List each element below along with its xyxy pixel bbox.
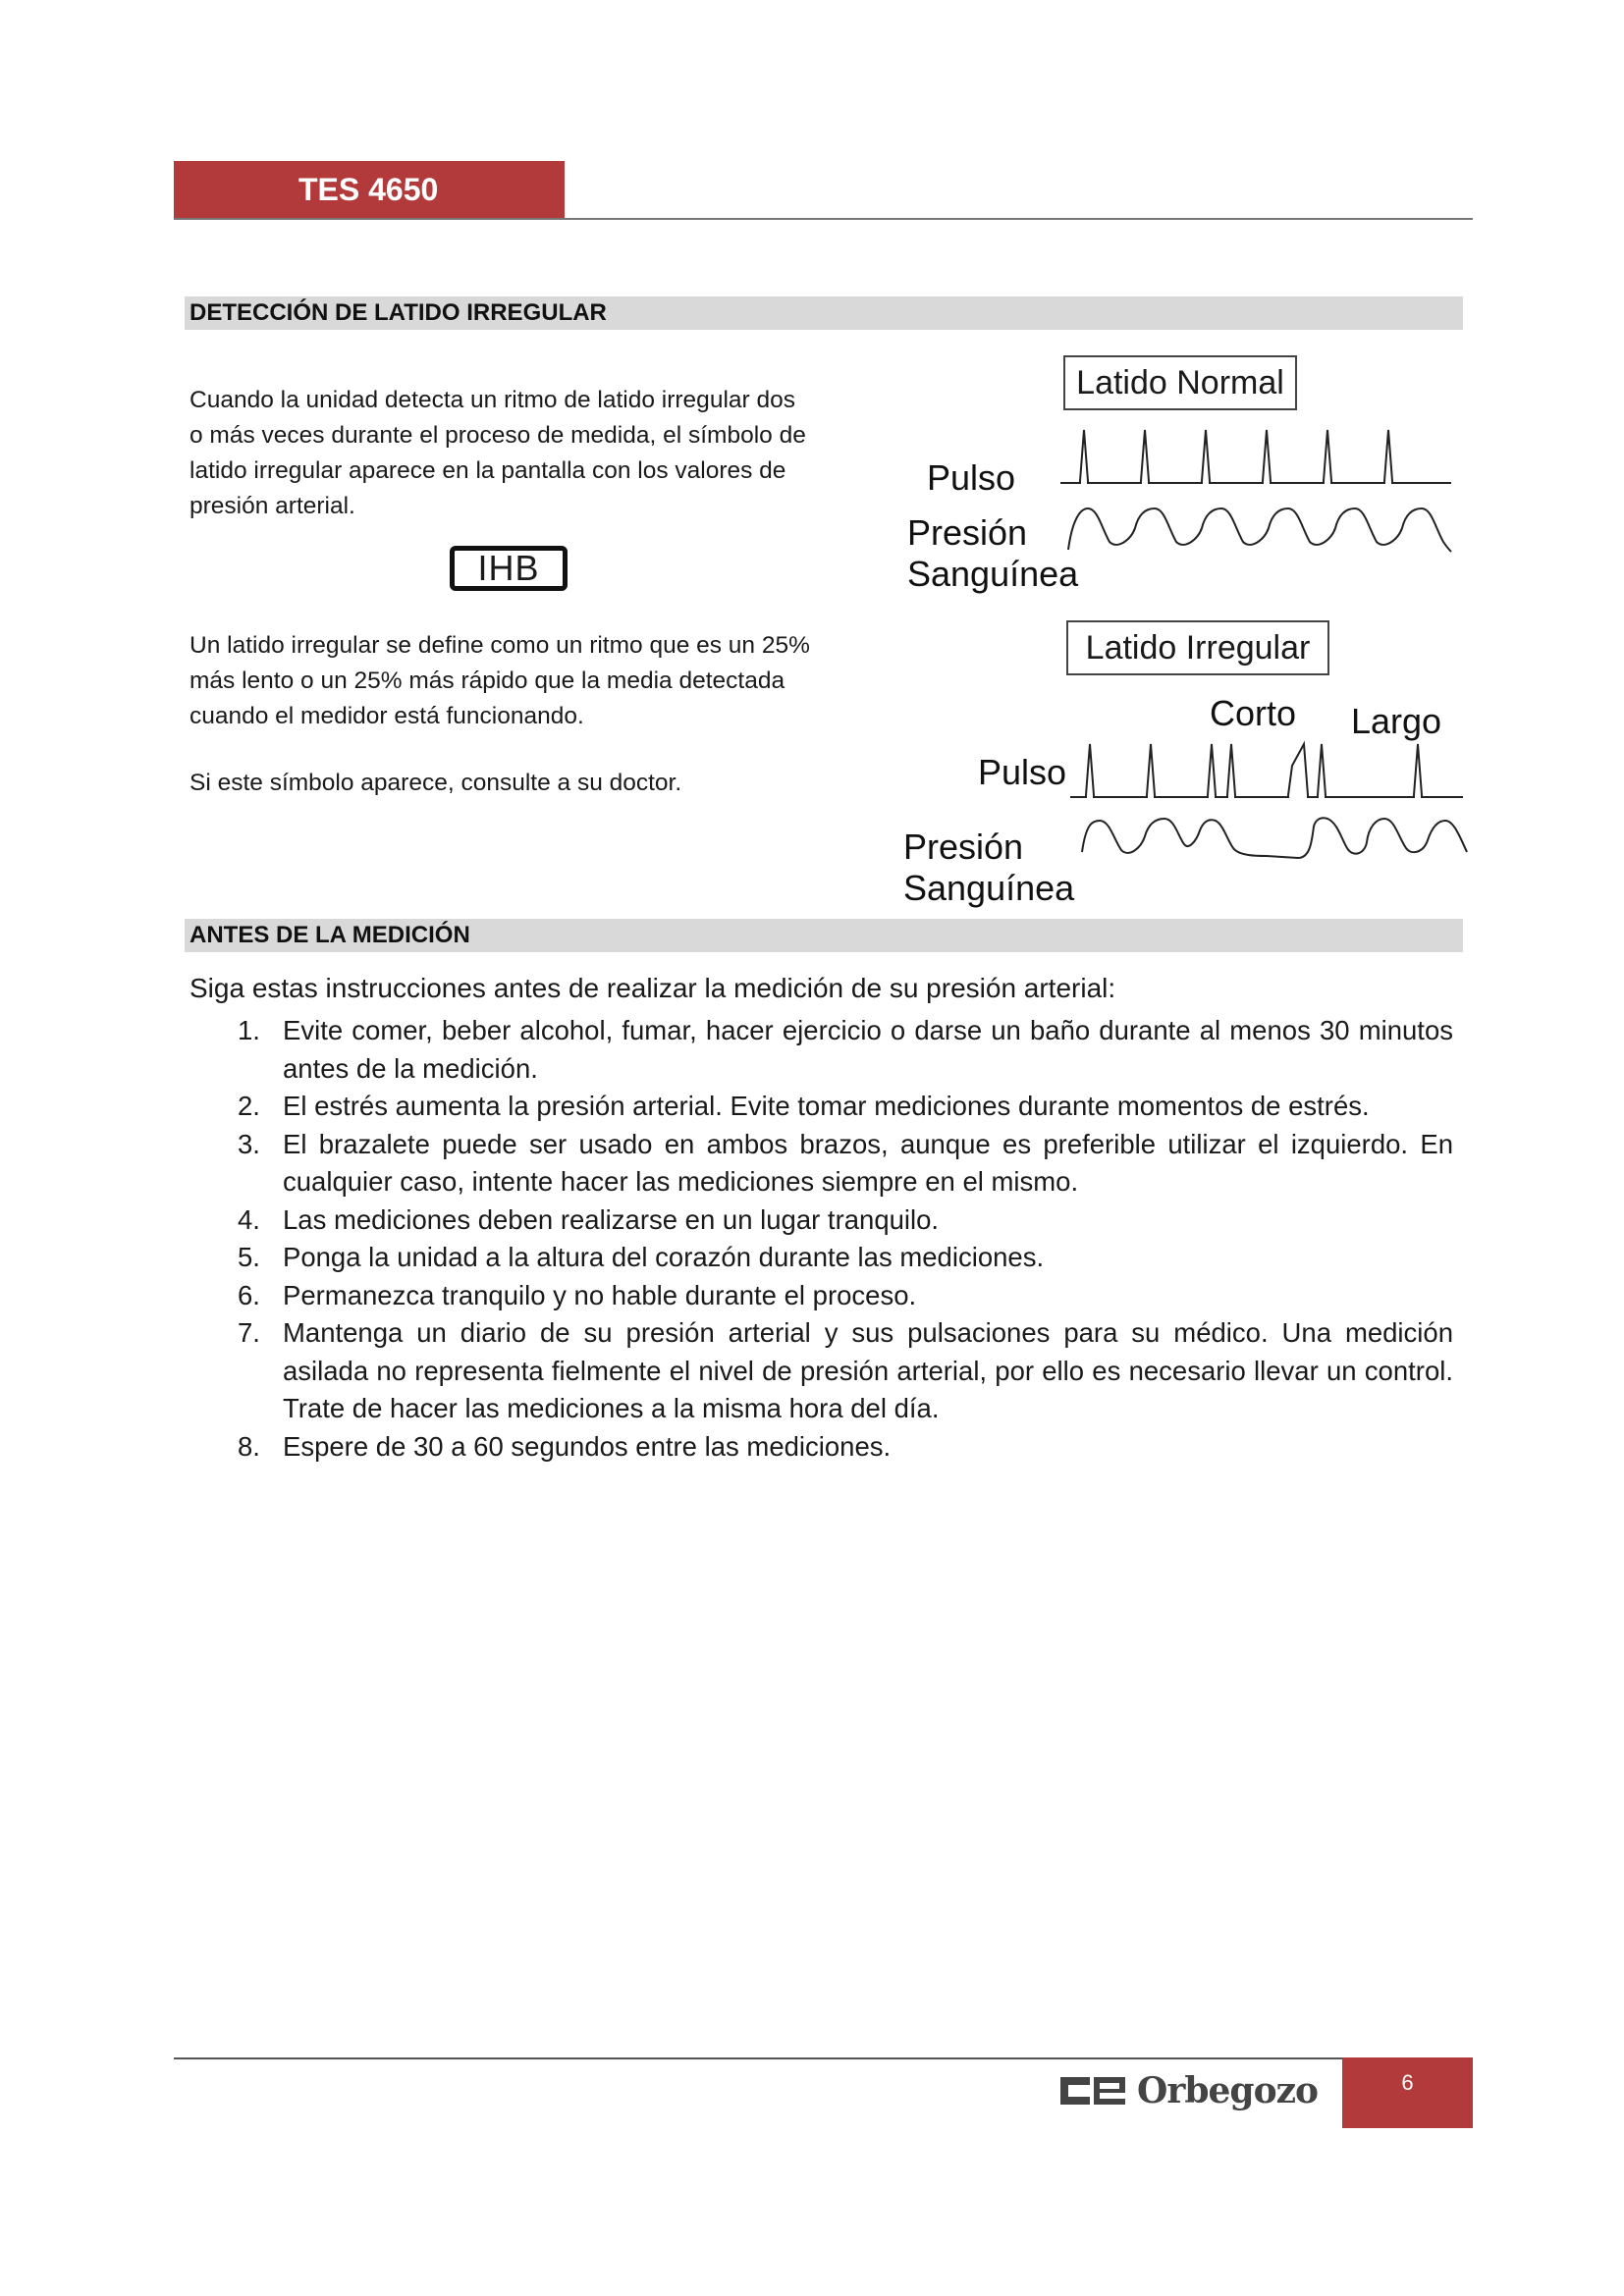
pressure-label-line: Sanguínea (907, 554, 1079, 594)
irregular-beat-title: Latido Irregular (1066, 620, 1329, 675)
normal-beat-title: Latido Normal (1063, 355, 1297, 410)
irregular-paragraph-3: Si este símbolo aparece, consulte a su doctor. (189, 770, 682, 796)
normal-pulse-wave (1060, 430, 1451, 483)
list-item-number: 5. (238, 1242, 260, 1272)
text-line: cuando el medidor está funcionando. (189, 703, 584, 729)
short-label: Corto (1210, 693, 1297, 733)
irregular-pressure-wave (1082, 818, 1467, 858)
text-line: Un latido irregular se define como un ritmo que es un 25% (189, 632, 810, 659)
text-line: presión arterial. (189, 493, 355, 519)
brand-mark-icon (1058, 2069, 1127, 2112)
list-item (228, 1126, 1453, 1201)
text-line: latido irregular aparece en la pantalla con los valores de (189, 457, 786, 484)
section-heading-irregular: DETECCIÓN DE LATIDO IRREGULAR (185, 296, 1463, 330)
list-item (228, 1088, 1453, 1126)
list-item-text: Evite comer, beber alcohol, fumar, hacer ejercicio o darse un baño durante al menos 30 minutos antes de la medición. (283, 1015, 1453, 1084)
list-item-number: 7. (238, 1317, 260, 1348)
pulse-label-normal: Pulso (927, 457, 1016, 498)
list-item (228, 1239, 1453, 1277)
irregular-beat-waveforms (1070, 726, 1473, 913)
text-line: o más veces durante el proceso de medida, el símbolo de (189, 422, 806, 449)
list-item-number: 4. (238, 1203, 260, 1235)
list-item-text: El brazalete puede ser usado en ambos brazos, aunque es preferible utilizar el izquierdo. En cualquier caso, intente hacer las mediciones siempre en el mismo. (283, 1128, 1453, 1197)
list-item-text: Permanezca tranquilo y no hable durante el proceso. (283, 1279, 917, 1310)
section-heading-before: ANTES DE LA MEDICIÓN (185, 919, 1463, 952)
page-number: 6 (1401, 2070, 1414, 2095)
instructions-list (228, 1012, 1453, 1466)
brand-name: Orbegozo (1137, 2070, 1319, 2111)
irregular-pulse-wave (1070, 744, 1463, 797)
list-item (228, 1428, 1453, 1467)
list-item (228, 1277, 1453, 1315)
list-item-text: El estrés aumenta la presión arterial. Evite tomar mediciones durante momentos de estrés. (283, 1091, 1370, 1121)
list-item-text: Ponga la unidad a la altura del corazón durante las mediciones. (283, 1242, 1045, 1272)
text-line: más lento o un 25% más rápido que la media detectada (189, 667, 785, 694)
normal-pressure-wave (1068, 508, 1451, 552)
pressure-label-line: Presión (903, 827, 1024, 867)
text-line: Cuando la unidad detecta un ritmo de latido irregular dos (189, 387, 795, 413)
irregular-paragraph-2 (189, 628, 877, 734)
pressure-label-line: Sanguínea (903, 868, 1075, 908)
list-item-number: 8. (238, 1430, 260, 1462)
list-item (228, 1314, 1453, 1428)
document-title: TES 4650 (298, 172, 439, 207)
page-number-tab (1342, 2057, 1473, 2128)
list-item-number: 3. (238, 1128, 260, 1159)
irregular-paragraph-1 (189, 383, 877, 524)
brand-logo (1058, 2069, 1324, 2112)
pulse-label-irregular: Pulso (978, 752, 1067, 792)
list-item (228, 1201, 1453, 1240)
list-item-number: 2. (238, 1091, 260, 1121)
header-rule (174, 218, 1473, 220)
pressure-label-line: Presión (907, 512, 1028, 553)
long-label: Largo (1351, 701, 1442, 741)
footer-rule (174, 2057, 1342, 2059)
ihb-symbol: IHB (450, 546, 568, 591)
before-intro: Siga estas instrucciones antes de realizar la medición de su presión arterial: (189, 973, 1116, 1003)
list-item (228, 1012, 1453, 1088)
list-item-text: Las mediciones deben realizarse en un lugar tranquilo. (283, 1203, 940, 1235)
normal-beat-waveforms (1041, 412, 1473, 589)
list-item-number: 6. (238, 1279, 260, 1310)
list-item-text: Mantenga un diario de su presión arterial y sus pulsaciones para su médico. Una medición asilada no representa fielmente el nivel de presión arterial, por ello es necesario llevar un control. Trate de hacer las mediciones a la misma hora del día. (283, 1317, 1453, 1423)
list-item-number: 1. (238, 1015, 260, 1045)
list-item-text: Espere de 30 a 60 segundos entre las mediciones. (283, 1430, 892, 1462)
pressure-label-irregular (903, 827, 1074, 909)
document-title-tab (174, 161, 565, 218)
